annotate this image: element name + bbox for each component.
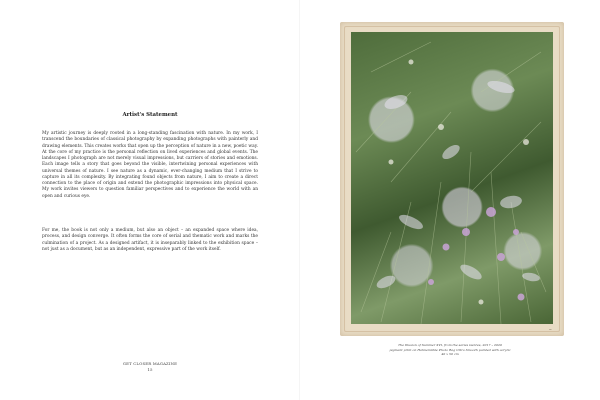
artwork-caption-medium: pigment print on Hahnemühle Photo Rag Ultra Smooth painted with acrylic <box>389 347 511 352</box>
artwork-photo <box>351 32 553 324</box>
artwork-frame <box>340 22 564 336</box>
artist-signature: ~ <box>548 327 552 332</box>
right-page <box>300 0 600 400</box>
magazine-name: GET CLOSER MAGAZINE <box>122 361 178 366</box>
foliage-texture <box>351 32 553 324</box>
statement-paragraph-1: My artistic journey is deeply rooted in a long-standing fascination with nature. In my work, I transcend the boundaries of classical photography by expanding photographs with painterly and drawing elements. This creates works that open up the perception of nature in a new, poetic way. At the core of my practice is the personal reflection on lived experiences and global events. The landscapes I photograph are not merely visual impressions, but carriers of stories and emotions. Each image tells a story that goes beyond the visible, intertwining personal experiences with universal themes of nature. I see nature as a dynamic, ever-changing medium that I strive to capture in all its complexity. By integrating found objects from nature, I aim to create a direct connection to the place of origin and extend the photographic impressions into physical space. My work invites viewers to question familiar perspectives and to experience the world with an open and curious eye. <box>42 131 258 199</box>
artwork-caption-title: The Illusion of Summer XVI, from the series Genres, 2017 – 2020 <box>397 343 503 347</box>
page-number: 15 <box>147 367 153 372</box>
statement-paragraph-2: For me, the book is not only a medium, but also an object – an expanded space where idea, process, and design converge. It often forms the core of serial and thematic work and marks the culmination of a project. As a designed artifact, it is inseparably linked to the exhibition space – not just as a document, but as an independent, expressive part of the work itself. <box>42 228 258 252</box>
page-heading: Artist's Statement <box>122 112 178 118</box>
artwork-caption-size: 40 x 50 cm <box>441 352 459 356</box>
